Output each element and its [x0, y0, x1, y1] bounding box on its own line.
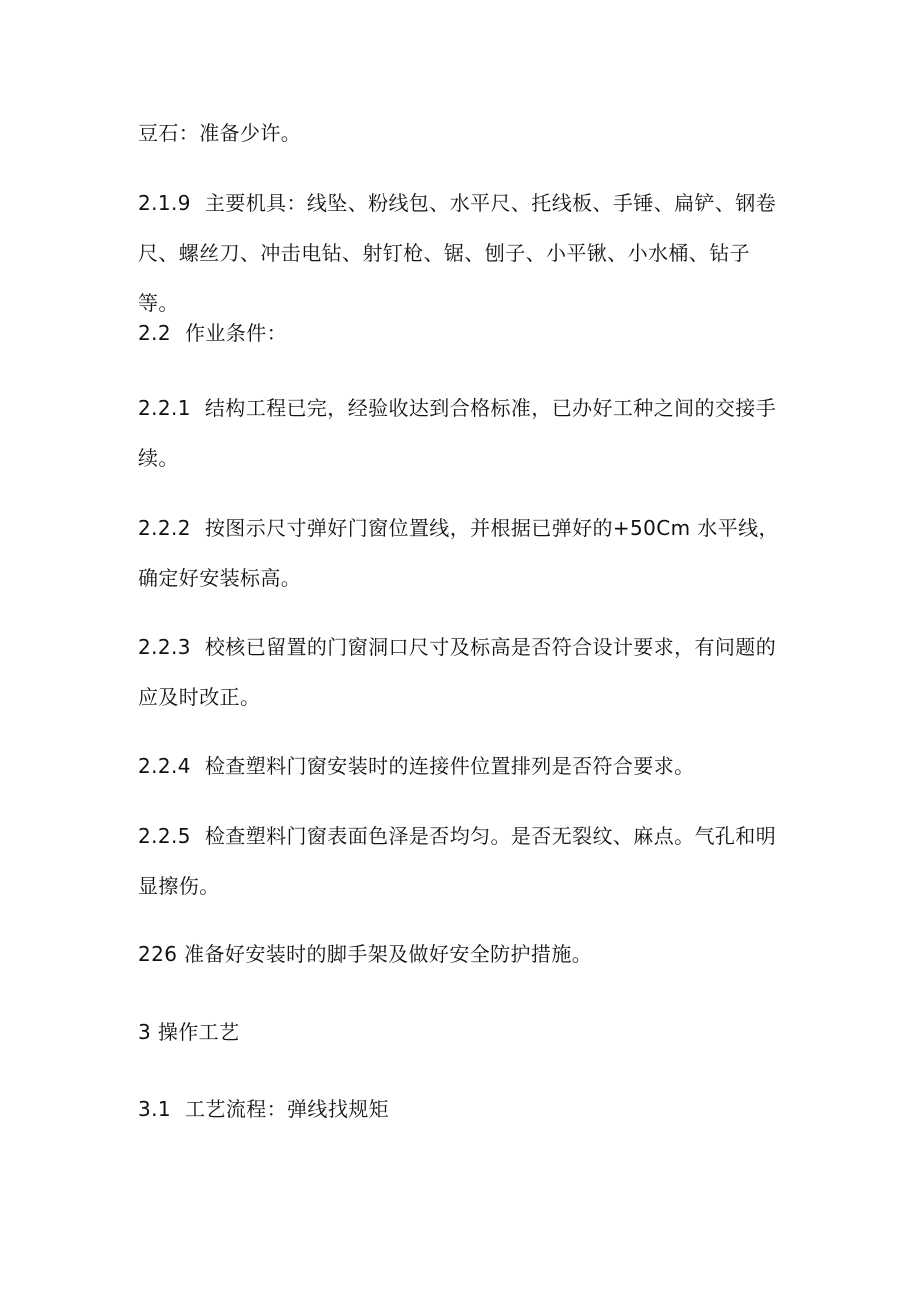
paragraph-text: 结构工程已完，经验收达到合格标准，已办好工种之间的交接手续。: [138, 396, 777, 470]
section-number: 2.2.3: [138, 635, 191, 659]
section-number: 2.2.4: [138, 754, 191, 778]
paragraph-2-1-9: [138, 178, 788, 328]
paragraph-2-2-4: [138, 741, 788, 791]
section-number: 2.2.5: [138, 824, 191, 848]
heading-text: 3 操作工艺: [138, 1020, 240, 1044]
section-number: 2.2.1: [138, 396, 191, 420]
paragraph-text: 豆石：准备少许。: [138, 121, 302, 145]
paragraph-2-2-3: [138, 622, 788, 722]
paragraph-text: 226 准备好安装时的脚手架及做好安全防护措施。: [138, 942, 593, 966]
paragraph-douwu: [138, 108, 788, 158]
heading-3: [138, 1007, 788, 1057]
section-number: 2.1.9: [138, 191, 191, 215]
paragraph-text: 工艺流程：弹线找规矩: [185, 1097, 390, 1121]
paragraph-text: 主要机具：线坠、粉线包、水平尺、托线板、手锤、扁铲、钢卷尺、螺丝刀、冲击电钻、射钉枪、锯、刨子、小平锹、小水桶、钻子等。: [138, 191, 777, 315]
paragraph-text: 校核已留置的门窗洞口尺寸及标高是否符合设计要求，有问题的应及时改正。: [138, 635, 777, 709]
paragraph-2-2: [138, 308, 788, 358]
paragraph-text: 检查塑料门窗安装时的连接件位置排列是否符合要求。: [204, 754, 695, 778]
paragraph-text: 作业条件：: [185, 321, 288, 345]
paragraph-226: [138, 929, 788, 979]
paragraph-2-2-1: [138, 383, 788, 483]
section-number: 2.2.2: [138, 516, 191, 540]
paragraph-2-2-5: [138, 811, 788, 911]
paragraph-2-2-2: [138, 503, 788, 603]
section-number: 2.2: [138, 321, 172, 345]
section-number: 3.1: [138, 1097, 172, 1121]
paragraph-text: 检查塑料门窗表面色泽是否均匀。是否无裂纹、麻点。气孔和明显擦伤。: [138, 824, 777, 898]
paragraph-3-1: [138, 1084, 788, 1134]
paragraph-text: 按图示尺寸弹好门窗位置线，并根据已弹好的+50Cm 水平线，确定好安装标高。: [138, 516, 779, 590]
